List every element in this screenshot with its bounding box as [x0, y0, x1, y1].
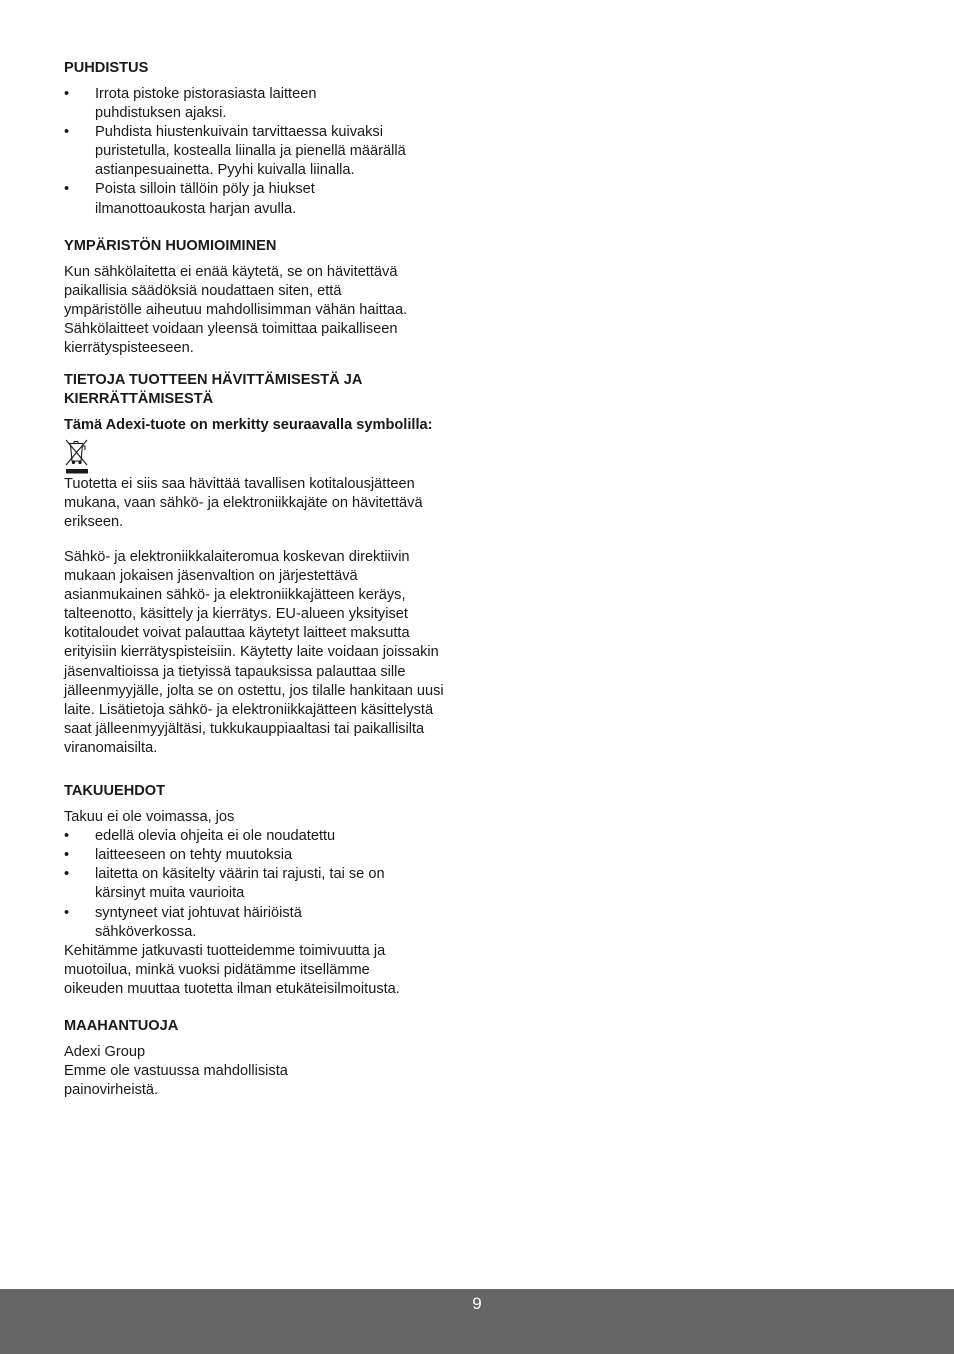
warranty-heading: TAKUUEHDOT — [64, 783, 166, 800]
importer-section — [64, 1017, 484, 1100]
cleaning-list — [64, 85, 424, 219]
crossed-out-wheelie-bin-icon — [64, 437, 90, 475]
disposal-lead: Tämä Adexi-tuote on merkitty seuraavalla symbolilla: — [64, 417, 433, 434]
disposal-text-1: Tuotetta ei siis saa hävittää tavallisen kotitalousjätteen mukana, vaan sähkö- ja elektroniikkajäte on hävitettävä erikseen. — [64, 476, 423, 531]
environment-section — [64, 237, 484, 358]
environment-heading: YMPÄRISTÖN HUOMIOIMINEN — [64, 237, 277, 254]
list-item: • edellä olevia ohjeita ei ole noudatettu — [64, 827, 484, 846]
document-body — [64, 59, 484, 1100]
list-item: • laitteeseen on tehty muutoksia — [64, 846, 484, 865]
importer-disclaimer: Emme ole vastuussa mahdollisista painovirheistä. — [64, 1063, 288, 1099]
cleaning-section — [64, 59, 484, 219]
disposal-text-2: Sähkö- ja elektroniikkalaiteromua koskevan direktiivin mukaan jokaisen jäsenvaltion on järjestettävä asianmukainen sähkö- ja elektroniikkajätteen keräys, talteenotto, käsittely ja kierrätys. EU-alueen yksityiset kotitaloudet voivat palauttaa käytetyt laitteet maksutta erityisiin kierrätyspisteisiin. Käytetty laite voidaan joissakin jäsenvaltioissa ja tietyissä tapauksissa palauttaa sille jälleenmyyjälle, jolta se on ostettu, jos tilalle hankitaan uusi laite. Lisätietoja sähkö- ja elektroniikkajätteen käsittelystä saat jälleenmyyjältäsi, tukkukauppiaaltasi tai paikallisilta viranomaisilta. — [64, 549, 444, 756]
disposal-heading: TIETOJA TUOTTEEN HÄVITTÄMISESTÄ JA KIERRÄTTÄMISESTÄ — [64, 372, 362, 408]
environment-text: Kun sähkölaitetta ei enää käytetä, se on hävitettävä paikallisia säädöksiä noudattaen siten, että ympäristölle aiheutuu mahdollisimman vähän haittaa. Sähkölaitteet voidaan yleensä toimittaa paikalliseen kierrätyspisteeseen. — [64, 263, 408, 357]
list-item: • Poista silloin tällöin pöly ja hiukset ilmanottoaukosta harjan avulla. — [64, 180, 350, 218]
footer-bar — [0, 1289, 954, 1354]
warranty-list — [64, 827, 484, 942]
list-item: • laitetta on käsitelty väärin tai rajusti, tai se on kärsinyt muita vaurioita — [64, 865, 425, 903]
page-number: 9 — [472, 1294, 482, 1313]
warranty-closing: Kehitämme jatkuvasti tuotteidemme toimivuutta ja muotoilua, minkä vuoksi pidätämme itsellämme oikeuden muuttaa tuotetta ilman etukäteisilmoitusta. — [64, 942, 400, 997]
importer-name: Adexi Group — [64, 1043, 146, 1060]
warranty-section — [64, 782, 484, 999]
cleaning-heading: PUHDISTUS — [64, 60, 149, 76]
importer-heading: MAAHANTUOJA — [64, 1017, 179, 1034]
list-item: • Irrota pistoke pistorasiasta laitteen puhdistuksen ajaksi. — [64, 85, 350, 123]
disposal-section — [64, 371, 484, 758]
list-item: • syntyneet viat johtuvat häiriöistä sähköverkossa. — [64, 904, 340, 942]
warranty-intro: Takuu ei ole voimassa, jos — [64, 809, 235, 826]
list-item: • Puhdista hiustenkuivain tarvittaessa kuivaksi puristetulla, kostealla liinalla ja pienellä määrällä astianpesuainetta. Pyyhi kuivalla liinalla. — [64, 123, 420, 180]
